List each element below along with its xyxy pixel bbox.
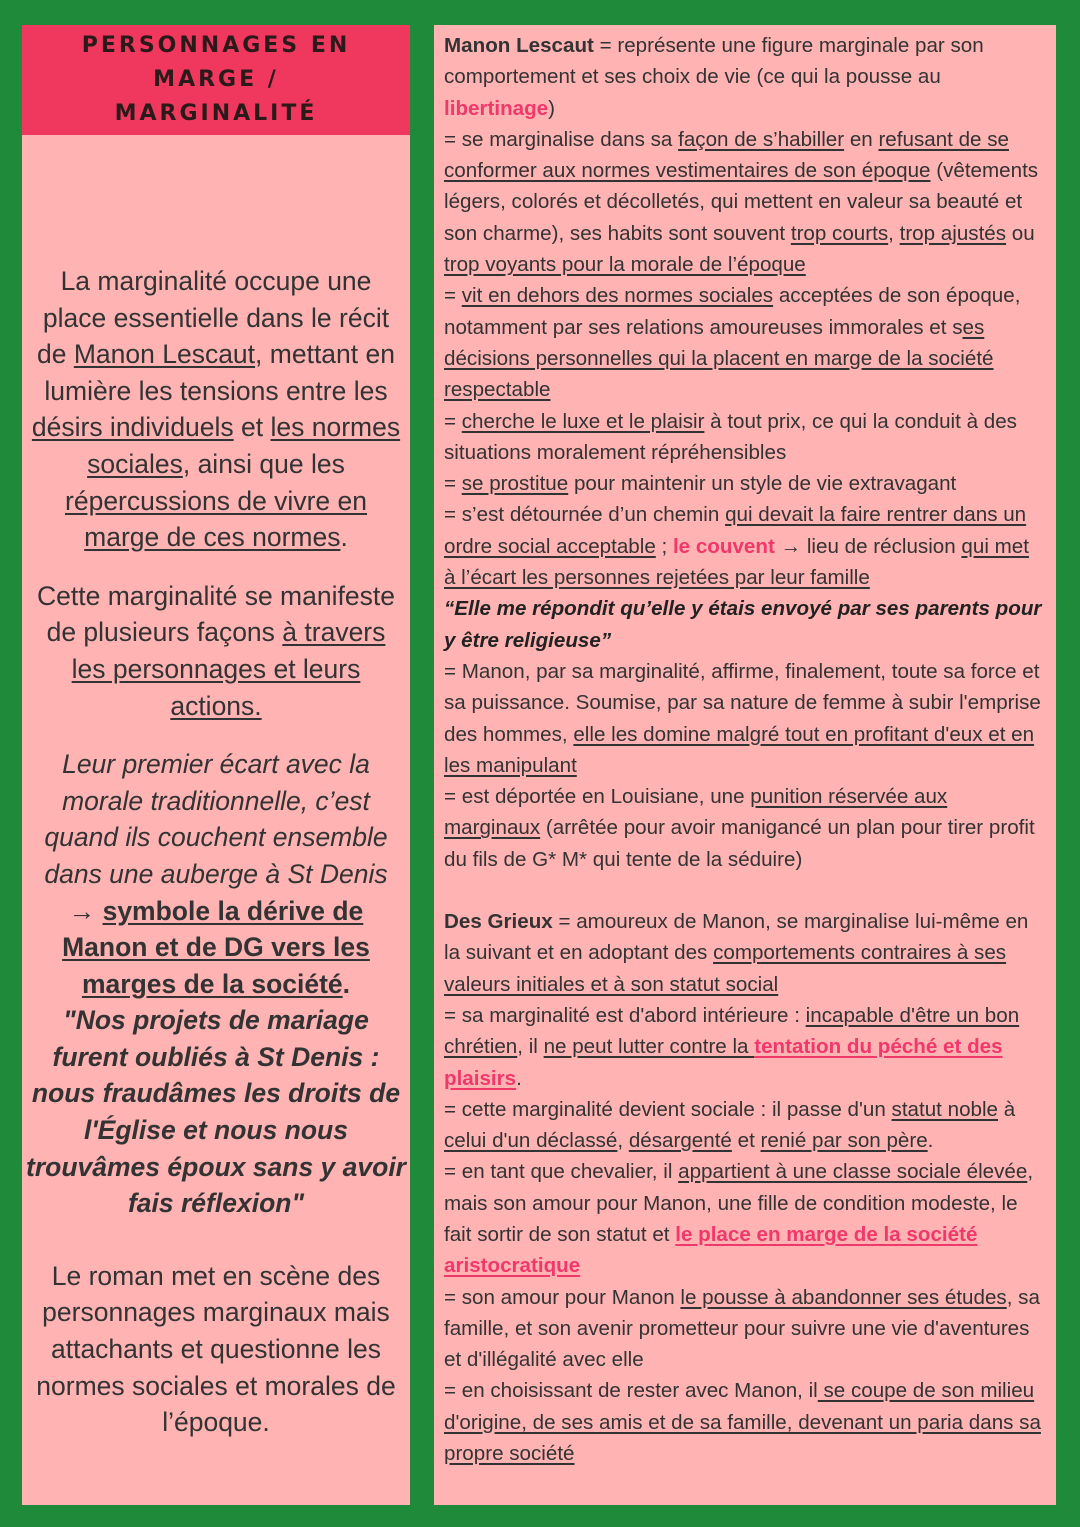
manon-convent: = s’est détournée d’un chemin qui devait la faire rentrer dans un ordre social acceptable ; le couvent → lieu de réclusion qui met à l’écart les personnes rejetées par leur famille: [444, 503, 1029, 590]
right-panel: [434, 25, 1056, 1505]
manon-power: = Manon, par sa marginalité, affirme, finalement, toute sa force et sa puissance. Soumise, par sa nature de femme à subir l'emprise des hommes, elle les domine malgré tout en profitant d'eux et en les manipulant: [444, 659, 1041, 777]
dg-social-marginality: = cette marginalité devient sociale : il passe d'un statut noble à celui d'un déclassé, désargenté et renié par son père.: [444, 1097, 1016, 1153]
manon-quote: “Elle me répondit qu’elle y étais envoyé par ses parents pour y être religieuse”: [444, 597, 1042, 652]
dg-intro: Des Grieux = amoureux de Manon, se marginalise lui-même en la suivant et en adoptant des comportements contraires à ses valeurs initiales et à son statut social: [444, 910, 1029, 996]
manon-social-norms: = vit en dehors des normes sociales acceptées de son époque, notamment par ses relations amoureuses immorales et ses décisions personnelles qui la placent en marge de la société respectable: [444, 284, 1021, 402]
first-deviation-paragraph: Leur premier écart avec la morale traditionnelle, c’est quand ils couchent ensemble dans une auberge à St Denis → symbole la dérive de Manon et de DG vers les marges de la société.: [44, 749, 388, 999]
st-denis-quote: "Nos projets de mariage furent oubliés à St Denis : nous fraudâmes les droits de l'Église et nous nous trouvâmes époux sans y avoir fais réflexion": [26, 1005, 406, 1219]
manon-prostitution: = se prostitue pour maintenir un style de vie extravagant: [444, 472, 957, 496]
conclusion-paragraph: Le roman met en scène des personnages marginaux mais attachants et questionne les normes sociales et morales de l’époque.: [36, 1260, 396, 1438]
right-content: [434, 25, 1056, 1469]
left-content: [22, 263, 410, 1441]
manifestation-paragraph: Cette marginalité se manifeste de plusieurs façons à travers les personnages et leurs actions.: [37, 580, 395, 721]
page-title: PERSONNAGES EN MARGE / MARGINALITÉ: [81, 33, 351, 126]
intro-paragraph: La marginalité occupe une place essentielle dans le récit de Manon Lescaut, mettant en lumière les tensions entre les désirs individuels et les normes sociales, ainsi que les répercussions de vivre en marge de ces normes.: [31, 266, 401, 553]
title-banner: [22, 25, 410, 135]
manon-luxury: = cherche le luxe et le plaisir à tout prix, ce qui la conduit à des situations moralement répréhensibles: [444, 409, 1017, 464]
manon-deportation: = est déportée en Louisiane, une punition réservée aux marginaux (arrêtée pour avoir manigancé un plan pour tirer profit du fils de G* M* qui tente de la séduire): [444, 785, 1035, 871]
dg-heading: Des Grieux: [444, 910, 553, 934]
dg-studies: = son amour pour Manon le pousse à abandonner ses études, sa famille, et son avenir prometteur pour suivre une vie d'aventures et d'illégalité avec elle: [444, 1285, 1040, 1372]
dg-pariah: = en choisissant de rester avec Manon, il se coupe de son milieu d'origine, de ses amis et de sa famille, devenant un paria dans sa propre société: [444, 1379, 1041, 1466]
manon-intro: Manon Lescaut = représente une figure marginale par son comportement et ses choix de vie (ce qui la pousse au libertinage): [444, 34, 984, 120]
section-spacer: [444, 875, 1046, 906]
manon-heading: Manon Lescaut: [444, 34, 594, 57]
dg-knight: = en tant que chevalier, il appartient à une classe sociale élevée, mais son amour pour Manon, une fille de condition modeste, le fait sortir de son statut et le place en marge de la société aristocratique: [444, 1160, 1034, 1278]
manon-clothing: = se marginalise dans sa façon de s’habiller en refusant de se conformer aux normes vestimentaires de son époque (vêtements légers, colorés et décolletés, qui mettent en valeur sa beauté et son charme), ses habits sont souvent trop courts, trop ajustés ou trop voyants pour la morale de l’époque: [444, 127, 1039, 277]
left-panel: [22, 25, 410, 1505]
dg-inner-marginality: = sa marginalité est d'abord intérieure : incapable d'être un bon chrétien, il ne peut lutter contre la tentation du péché et des plaisirs.: [444, 1003, 1020, 1090]
